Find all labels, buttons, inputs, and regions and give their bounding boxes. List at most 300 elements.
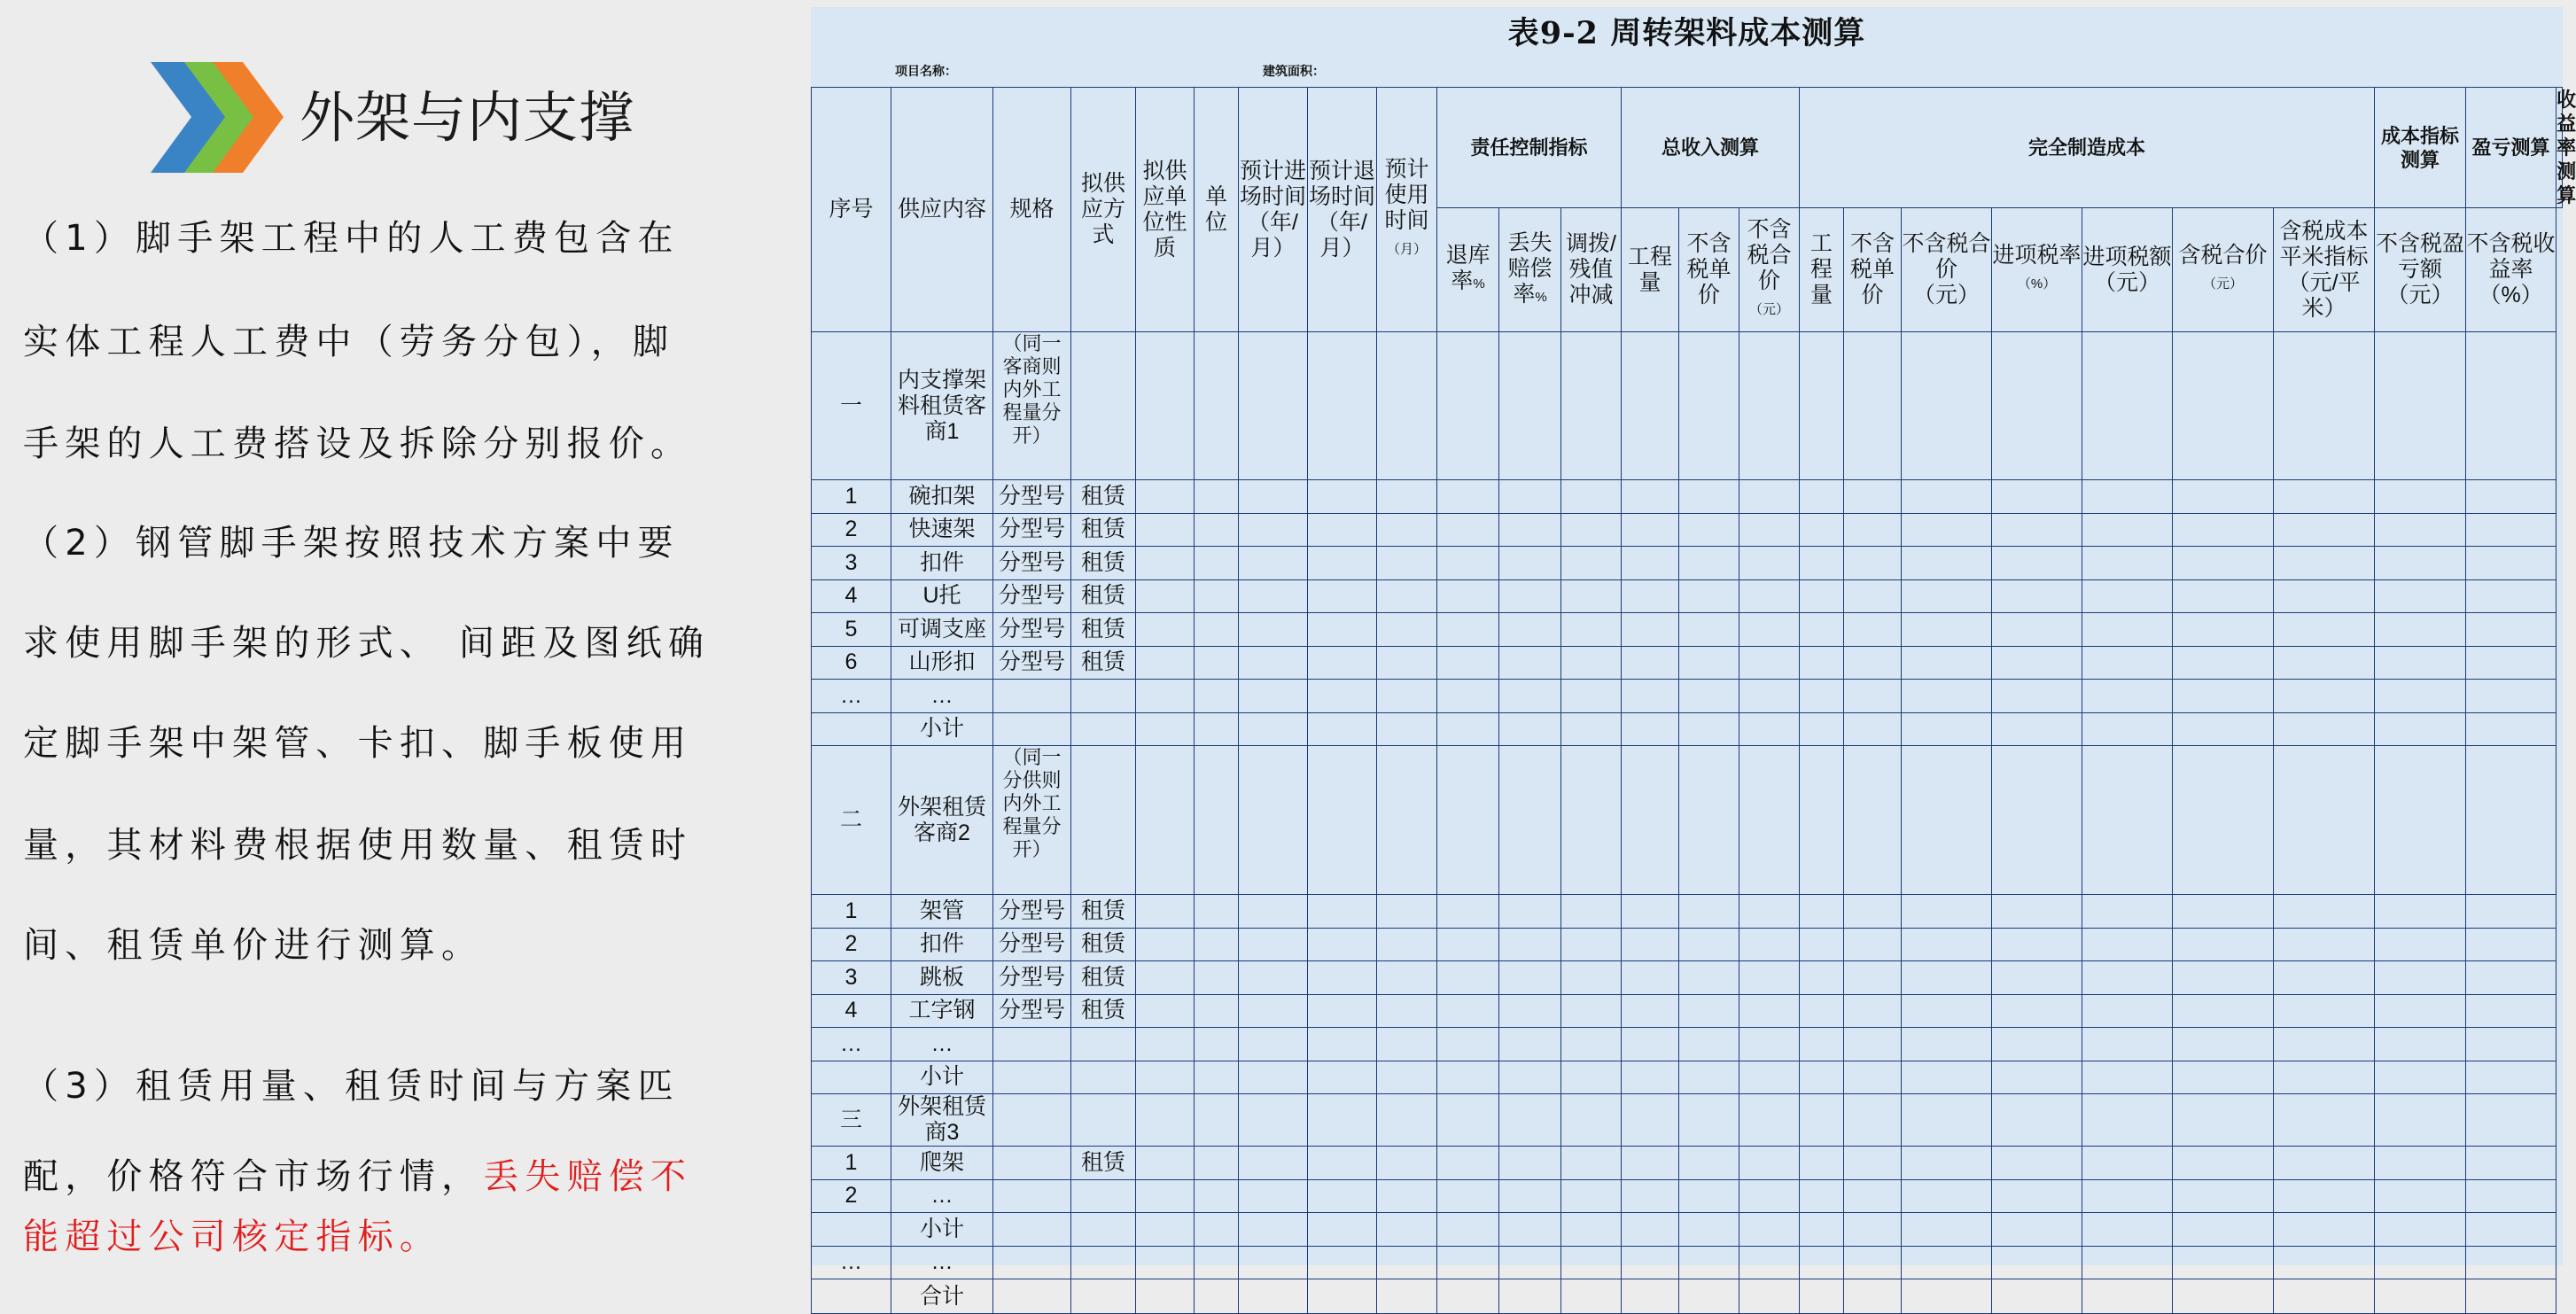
cell-empty: [2173, 746, 2274, 895]
cell-content: …: [891, 1246, 993, 1279]
table-row: [812, 646, 2563, 680]
para2-line3: 定脚手架中架管、卡扣、脚手板使用: [23, 723, 693, 764]
cell-empty: [1195, 895, 1239, 929]
cell-empty: [1844, 1179, 1902, 1213]
cell-empty: [1561, 613, 1622, 647]
cell-empty: [1679, 961, 1739, 995]
cell-empty: [2274, 1061, 2375, 1094]
cell-content: 爬架: [891, 1147, 993, 1180]
cell-empty: [1992, 746, 2082, 895]
cell-empty: [2274, 746, 2375, 895]
cell-empty: [2466, 1179, 2557, 1213]
cell-empty: [2173, 1179, 2274, 1213]
cell-empty: [1844, 547, 1902, 580]
cell-empty: [1844, 680, 1902, 713]
cell-empty: [1800, 1028, 1844, 1061]
cell-empty: [1437, 680, 1499, 713]
cell-empty: [2466, 1094, 2557, 1147]
cell-seq: [812, 1061, 891, 1094]
cell-empty: [1844, 1246, 1902, 1279]
cell-empty: [1800, 1094, 1844, 1147]
para3-line2-text: 配，价格符合市场行情，: [23, 1156, 484, 1197]
col-seq-header: 序号: [812, 88, 891, 332]
cell-empty: [1992, 332, 2082, 480]
cell-empty: [2173, 994, 2274, 1028]
cell-empty: [1902, 1094, 1992, 1147]
cell-empty: [1195, 1147, 1239, 1180]
cell-empty: [2274, 961, 2375, 995]
cell-empty: [1844, 1094, 1902, 1147]
cell-empty: [2466, 480, 2557, 514]
cell-empty: [1308, 613, 1377, 647]
cell-empty: [2375, 1061, 2466, 1094]
cell-empty: [1622, 1279, 1679, 1314]
cell-spec: 分型号: [993, 547, 1071, 580]
cell-empty: [1800, 1213, 1844, 1247]
cell-empty: [1844, 1061, 1902, 1094]
cell-empty: [1308, 1061, 1377, 1094]
cell-empty: [1239, 746, 1308, 895]
cell-empty: [2173, 480, 2274, 514]
cell-empty: [2082, 961, 2173, 995]
cell-empty: [2375, 480, 2466, 514]
cell-empty: [1377, 895, 1437, 929]
cell-empty: [1561, 1279, 1622, 1314]
cell-empty: [1800, 895, 1844, 929]
cell-empty: [2082, 746, 2173, 895]
cell-empty: [1622, 1179, 1679, 1213]
cell-empty: [1195, 480, 1239, 514]
cell-empty: [1739, 480, 1800, 514]
cell-spec: 分型号: [993, 513, 1071, 547]
para3-line1: （3）租赁用量、租赁时间与方案匹: [23, 1066, 680, 1107]
cell-empty: [2274, 994, 2375, 1028]
cell-empty: [1437, 895, 1499, 929]
cell-empty: [1437, 1179, 1499, 1213]
cell-seq: [812, 712, 891, 746]
col-entry-time-header: [1239, 88, 1308, 332]
cell-empty: [2274, 680, 2375, 713]
cell-empty: [1739, 680, 1800, 713]
para3-line3-highlight: 能超过公司核定指标。: [23, 1217, 441, 1257]
cell-empty: [1308, 547, 1377, 580]
cell-empty: [2466, 1213, 2557, 1247]
cell-content: 小计: [891, 1061, 993, 1094]
cell-empty: [1679, 1028, 1739, 1061]
exit-time-label: 预计退场时间: [1308, 158, 1375, 209]
table-row: [812, 928, 2563, 961]
cell-empty: [2274, 513, 2375, 547]
cell-empty: [1622, 1213, 1679, 1247]
cell-empty: [1499, 680, 1561, 713]
cell-empty: [1437, 1028, 1499, 1061]
cell-empty: [1377, 961, 1437, 995]
cell-empty: [1499, 1279, 1561, 1314]
cell-empty: [2274, 332, 2375, 480]
cell-content: 跳板: [891, 961, 993, 995]
cell-empty: [1679, 1213, 1739, 1247]
cell-empty: [1844, 1279, 1902, 1314]
cell-empty: [1239, 579, 1308, 613]
cell-empty: [1239, 1179, 1308, 1213]
para3-line2: [23, 1152, 732, 1201]
cell-empty: [1499, 994, 1561, 1028]
cell-spec: [993, 1028, 1071, 1061]
section-row: [812, 746, 2563, 895]
table-row: [812, 1246, 2563, 1279]
cell-empty: [1377, 680, 1437, 713]
cell-supply-mode: [1071, 332, 1136, 480]
table-row: [812, 895, 2563, 929]
cell-content: 工字钢: [891, 994, 993, 1028]
cell-empty: [1136, 1246, 1195, 1279]
cell-empty: [1622, 895, 1679, 929]
cell-supply-mode: [1071, 746, 1136, 895]
cell-empty: [2466, 579, 2557, 613]
cell-empty: [1308, 1094, 1377, 1147]
cell-empty: [1561, 1147, 1622, 1180]
cell-empty: [1377, 1213, 1437, 1247]
cell-empty: [1377, 928, 1437, 961]
cell-spec: 分型号: [993, 480, 1071, 514]
cell-content: 外架租赁客商2: [891, 746, 993, 895]
cell-empty: [1195, 1279, 1239, 1314]
cell-empty: [2082, 1213, 2173, 1247]
cell-spec: [993, 1179, 1071, 1213]
cell-empty: [1499, 1147, 1561, 1180]
cell-empty: [1308, 680, 1377, 713]
cell-empty: [1844, 961, 1902, 995]
cell-empty: [1195, 646, 1239, 680]
use-time-label: 预计使用时间: [1384, 157, 1429, 233]
cell-empty: [1377, 332, 1437, 480]
cell-empty: [1622, 680, 1679, 713]
cell-empty: [1739, 332, 1800, 480]
cell-content: 外架租赁商3: [891, 1094, 993, 1147]
table-row: [812, 1028, 2563, 1061]
cell-empty: [1437, 961, 1499, 995]
cell-empty: [1561, 513, 1622, 547]
cell-empty: [1136, 994, 1195, 1028]
col-cost-price-ex-header: 不含税单价: [1844, 208, 1902, 332]
cell-empty: [1377, 1246, 1437, 1279]
cell-content: 碗扣架: [891, 480, 993, 514]
cell-empty: [2375, 613, 2466, 647]
cell-empty: [1622, 712, 1679, 746]
cell-seq: 1: [812, 1147, 891, 1180]
cell-spec: （同一客商则内外工程量分开）: [993, 332, 1071, 480]
cell-empty: [1679, 613, 1739, 647]
cell-empty: [2274, 1246, 2375, 1279]
cell-content: 小计: [891, 1213, 993, 1247]
cell-content: 小计: [891, 712, 993, 746]
cell-empty: [1195, 1028, 1239, 1061]
cell-content: …: [891, 1028, 993, 1061]
cell-empty: [2375, 1213, 2466, 1247]
cell-supply-mode: [1071, 1179, 1136, 1213]
cell-spec: 分型号: [993, 613, 1071, 647]
cell-empty: [2466, 1279, 2557, 1314]
cell-empty: [1622, 1147, 1679, 1180]
cell-empty: [2466, 1147, 2557, 1180]
table-row: [812, 961, 2563, 995]
cell-empty: [2375, 746, 2466, 895]
cell-empty: [1308, 579, 1377, 613]
cell-empty: [2375, 332, 2466, 480]
cell-empty: [1739, 928, 1800, 961]
cell-empty: [1437, 1094, 1499, 1147]
cell-empty: [2082, 712, 2173, 746]
cell-content: 快速架: [891, 513, 993, 547]
cell-seq: 一: [812, 332, 891, 480]
cell-empty: [2375, 646, 2466, 680]
cell-seq: …: [812, 1028, 891, 1061]
cell-empty: [2466, 1061, 2557, 1094]
cell-empty: [1499, 1028, 1561, 1061]
cell-content: 内支撑架料租赁客商1: [891, 332, 993, 480]
cell-empty: [1136, 712, 1195, 746]
cell-empty: [1308, 1179, 1377, 1213]
para2-line5: 间、租赁单价进行测算。: [23, 925, 484, 966]
cell-spec: 分型号: [993, 994, 1071, 1028]
cell-empty: [1437, 646, 1499, 680]
cell-empty: [2375, 1094, 2466, 1147]
col-price-ex-tax-header: 不含税单价: [1679, 208, 1739, 332]
cell-content: 扣件: [891, 928, 993, 961]
cell-empty: [1679, 1147, 1739, 1180]
cell-empty: [1499, 895, 1561, 929]
cell-empty: [1992, 1094, 2082, 1147]
col-use-time-header: [1377, 88, 1437, 332]
cell-empty: [2082, 895, 2173, 929]
cell-seq: …: [812, 1246, 891, 1279]
cell-empty: [1437, 1279, 1499, 1314]
cell-empty: [1561, 1179, 1622, 1213]
table-row: [812, 680, 2563, 713]
cell-empty: [2466, 547, 2557, 580]
cell-empty: [1992, 1061, 2082, 1094]
cell-empty: [1902, 895, 1992, 929]
cell-empty: [1739, 547, 1800, 580]
cell-empty: [1308, 712, 1377, 746]
cell-empty: [1499, 547, 1561, 580]
cell-empty: [1499, 961, 1561, 995]
cell-empty: [2173, 928, 2274, 961]
cell-empty: [1308, 480, 1377, 514]
cell-empty: [2466, 513, 2557, 547]
cell-empty: [2466, 613, 2557, 647]
col-qty-income-header: 工程量: [1622, 208, 1679, 332]
cell-empty: [1739, 1028, 1800, 1061]
cell-empty: [1239, 1246, 1308, 1279]
cell-empty: [1136, 928, 1195, 961]
use-time-unit: （月）: [1386, 242, 1427, 257]
cell-empty: [1377, 712, 1437, 746]
cell-seq: 5: [812, 613, 891, 647]
cell-empty: [1844, 646, 1902, 680]
cell-empty: [1679, 579, 1739, 613]
cell-empty: [1499, 746, 1561, 895]
col-spec-header: 规格: [993, 88, 1071, 332]
cell-empty: [1902, 680, 1992, 713]
cell-seq: 2: [812, 928, 891, 961]
cell-empty: [1561, 712, 1622, 746]
cell-spec: [993, 1147, 1071, 1180]
cell-spec: 分型号: [993, 579, 1071, 613]
cell-empty: [1437, 994, 1499, 1028]
cell-empty: [2466, 961, 2557, 995]
cell-empty: [1239, 895, 1308, 929]
cell-empty: [1739, 1147, 1800, 1180]
cell-spec: [993, 1094, 1071, 1147]
cell-empty: [2375, 680, 2466, 713]
cell-empty: [1437, 579, 1499, 613]
cell-empty: [1499, 480, 1561, 514]
cell-empty: [1739, 746, 1800, 895]
cell-empty: [1136, 1179, 1195, 1213]
cell-supply-mode: [1071, 1028, 1136, 1061]
cell-seq: …: [812, 680, 891, 713]
cell-empty: [1902, 1279, 1992, 1314]
cell-empty: [1561, 579, 1622, 613]
cell-empty: [1622, 579, 1679, 613]
cell-empty: [1902, 332, 1992, 480]
cell-empty: [1136, 1279, 1195, 1314]
col-supply-mode-header: 拟供应方式: [1071, 88, 1136, 332]
cell-empty: [1992, 547, 2082, 580]
cell-spec: 分型号: [993, 646, 1071, 680]
cell-empty: [1499, 613, 1561, 647]
cell-empty: [1136, 961, 1195, 995]
cell-empty: [1136, 646, 1195, 680]
cell-empty: [1992, 680, 2082, 713]
cell-empty: [2082, 1028, 2173, 1061]
cell-empty: [1992, 1179, 2082, 1213]
cell-empty: [2082, 680, 2173, 713]
cell-empty: [1902, 994, 1992, 1028]
cell-empty: [2274, 613, 2375, 647]
cell-empty: [1739, 1246, 1800, 1279]
yield-unit: （%）: [2479, 283, 2543, 307]
cell-empty: [2173, 961, 2274, 995]
cell-supply-mode: 租赁: [1071, 547, 1136, 580]
cell-empty: [1377, 1279, 1437, 1314]
cell-empty: [1499, 579, 1561, 613]
cell-empty: [2173, 1061, 2274, 1094]
cost-table: [811, 87, 2576, 1314]
cell-empty: [1195, 680, 1239, 713]
cell-empty: [1679, 1246, 1739, 1279]
cell-empty: [1377, 1028, 1437, 1061]
cell-empty: [1622, 746, 1679, 895]
cell-empty: [2375, 1246, 2466, 1279]
cell-empty: [1739, 1213, 1800, 1247]
cell-empty: [1739, 1179, 1800, 1213]
cell-empty: [1902, 1147, 1992, 1180]
cell-supply-mode: [1071, 680, 1136, 713]
cell-empty: [1679, 746, 1739, 895]
cell-empty: [1195, 712, 1239, 746]
cell-empty: [1239, 680, 1308, 713]
col-input-amt-header: [2082, 208, 2173, 332]
cell-empty: [1195, 547, 1239, 580]
cell-empty: [2173, 1246, 2274, 1279]
cell-empty: [1437, 332, 1499, 480]
cell-empty: [1239, 1213, 1308, 1247]
cell-empty: [1239, 513, 1308, 547]
cell-empty: [1739, 895, 1800, 929]
cell-empty: [1739, 712, 1800, 746]
cell-content: 合计: [891, 1279, 993, 1314]
cell-empty: [1377, 746, 1437, 895]
cell-empty: [1902, 513, 1992, 547]
cell-empty: [1136, 613, 1195, 647]
cell-seq: [812, 1279, 891, 1314]
cell-empty: [1499, 928, 1561, 961]
para2-line4: 量，其材料费根据使用数量、租赁时: [23, 825, 693, 866]
col-qty-cost-header: 工程量: [1800, 208, 1844, 332]
cell-empty: [1377, 579, 1437, 613]
cell-empty: [1561, 332, 1622, 480]
cell-seq: 2: [812, 513, 891, 547]
yield-label: 不含税收益率: [2466, 231, 2556, 282]
cell-empty: [1136, 332, 1195, 480]
cell-empty: [1679, 332, 1739, 480]
cell-empty: [1622, 547, 1679, 580]
cell-empty: [1992, 613, 2082, 647]
cell-empty: [1679, 1061, 1739, 1094]
cell-empty: [1437, 746, 1499, 895]
cell-empty: [1739, 1061, 1800, 1094]
cell-empty: [1902, 1028, 1992, 1061]
cell-empty: [1800, 613, 1844, 647]
cell-empty: [2173, 1213, 2274, 1247]
cell-empty: [1195, 746, 1239, 895]
cell-content: …: [891, 1179, 993, 1213]
building-area-label: 建筑面积：: [1263, 65, 1325, 79]
para1-line2: 实体工程人工费中（劳务分包），脚: [23, 322, 675, 362]
col-return-rate-header: 退库率%: [1437, 208, 1499, 332]
cell-empty: [1679, 712, 1739, 746]
cell-empty: [1195, 613, 1239, 647]
para2-line2: 求使用脚手架的形式、 间距及图纸确: [23, 623, 711, 664]
cell-empty: [1679, 680, 1739, 713]
section-row: [812, 332, 2563, 480]
cell-empty: [1844, 513, 1902, 547]
cell-empty: [1377, 480, 1437, 514]
cell-empty: [1844, 928, 1902, 961]
cell-empty: [1800, 332, 1844, 480]
cell-empty: [1992, 928, 2082, 961]
cell-empty: [1239, 994, 1308, 1028]
cell-empty: [1622, 1094, 1679, 1147]
cell-empty: [1844, 579, 1902, 613]
cell-empty: [1902, 613, 1992, 647]
cell-empty: [2082, 1061, 2173, 1094]
table-row: [812, 480, 2563, 514]
cell-empty: [2274, 895, 2375, 929]
cell-spec: 分型号: [993, 895, 1071, 929]
cell-empty: [2082, 1279, 2173, 1314]
cell-empty: [1844, 712, 1902, 746]
cell-empty: [1195, 1213, 1239, 1247]
cell-empty: [2082, 613, 2173, 647]
cell-empty: [1239, 646, 1308, 680]
cost-total-ex-label: 不含税合价: [1902, 231, 1991, 282]
cell-empty: [1992, 961, 2082, 995]
cell-empty: [1136, 1061, 1195, 1094]
col-profit-header: 不含税盈亏额（元）: [2375, 208, 2466, 332]
